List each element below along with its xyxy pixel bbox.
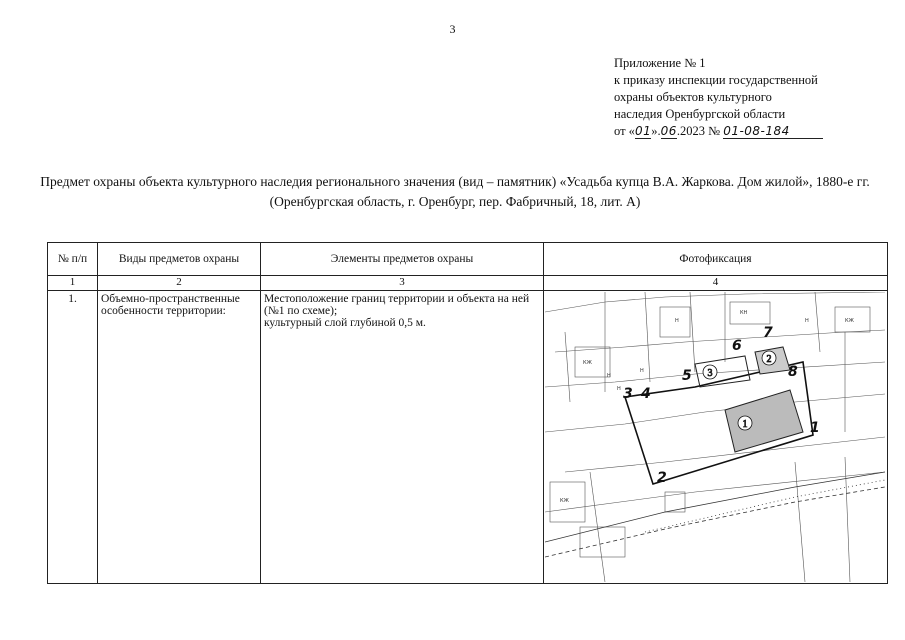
territory-scheme xyxy=(545,292,885,582)
appendix-line: наследия Оренбургской области xyxy=(614,107,786,121)
date-prefix: от « xyxy=(614,124,635,138)
map-note: КЖ xyxy=(845,318,854,324)
date-year: .2023 xyxy=(676,124,705,138)
point-label: 5 xyxy=(682,368,692,384)
point-label: 3 xyxy=(623,386,633,402)
table-header-row xyxy=(48,243,888,276)
protection-subject-table xyxy=(47,242,888,584)
col-number: 1 xyxy=(48,276,98,291)
order-number: 01-08-184 xyxy=(723,125,823,139)
date-separator: ». xyxy=(651,124,661,138)
row-type: Объемно-пространственные особенности территории: xyxy=(98,291,261,584)
appendix-line: охраны объектов культурного xyxy=(614,90,772,104)
date-day: 01 xyxy=(634,124,652,138)
document-title: Предмет охраны объекта культурного наследия регионального значения (вид – памятник) «Усадьба купца В.А. Жаркова. Дом жилой», 1880-е гг. (Оренбургская область, г. Оренбург, пер. Фабричный, 18, лит. А) xyxy=(40,174,870,209)
number-prefix: № xyxy=(705,124,724,138)
appendix-header xyxy=(614,55,823,140)
zone-label: 2 xyxy=(766,354,772,365)
date-month: 06 xyxy=(660,124,677,138)
map-note: Н xyxy=(805,318,809,324)
element-text: Местоположение границ территории и объекта на ней (№1 по схеме); xyxy=(264,293,530,317)
point-label: 2 xyxy=(657,470,667,486)
point-label: 6 xyxy=(732,338,742,354)
col-number: 3 xyxy=(261,276,544,291)
map-note: Н xyxy=(607,373,611,379)
row-photo xyxy=(544,291,888,584)
point-label: 1 xyxy=(810,420,820,436)
row-elements xyxy=(261,291,544,584)
point-label: 7 xyxy=(763,325,773,341)
header-elements: Элементы предметов охраны xyxy=(261,243,544,276)
row-number: 1. xyxy=(48,291,98,584)
header-type: Виды предметов охраны xyxy=(98,243,261,276)
col-number: 4 xyxy=(544,276,888,291)
zone-label: 1 xyxy=(742,419,748,430)
appendix-line: к приказу инспекции государственной xyxy=(614,73,818,87)
map-note: Н xyxy=(617,386,621,392)
col-number: 2 xyxy=(98,276,261,291)
map-note: КН xyxy=(740,310,748,316)
zone-label: 3 xyxy=(707,368,713,379)
column-number-row xyxy=(48,276,888,291)
map-note: Н xyxy=(675,318,679,324)
header-photo: Фотофиксация xyxy=(544,243,888,276)
map-note: Н xyxy=(640,368,644,374)
point-label: 8 xyxy=(788,364,798,380)
map-note: КЖ xyxy=(560,498,569,504)
point-label: 4 xyxy=(641,386,651,402)
page-number: 3 xyxy=(449,22,456,36)
element-text: культурный слой глубиной 0,5 м. xyxy=(264,317,426,329)
appendix-date-line xyxy=(614,123,823,140)
header-num: № п/п xyxy=(48,243,98,276)
map-note: КЖ xyxy=(583,360,592,366)
appendix-line: Приложение № 1 xyxy=(614,56,706,70)
table-row xyxy=(48,291,888,584)
